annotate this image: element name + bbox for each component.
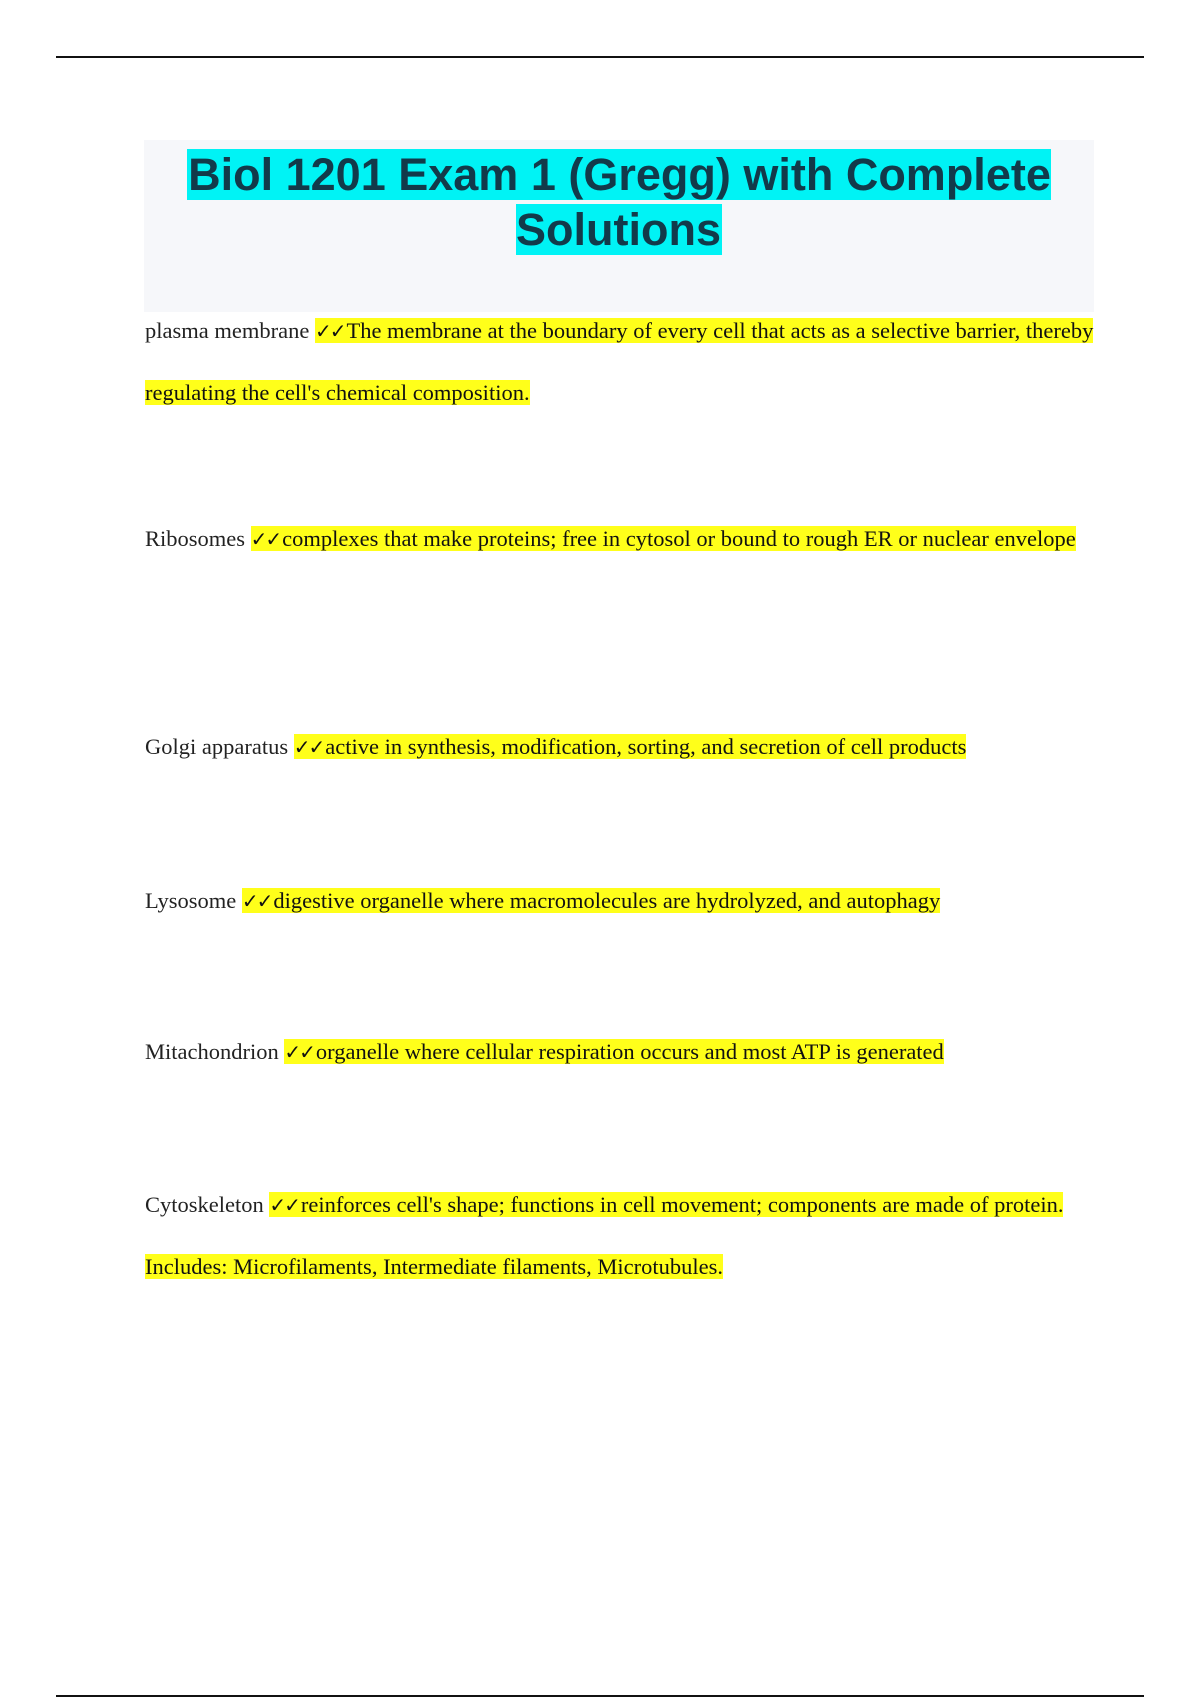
- entry-term: Cytoskeleton: [145, 1192, 264, 1217]
- footer-rule: [56, 1695, 1144, 1697]
- entry-definition-highlight: [251, 526, 1076, 551]
- entry-definition: active in synthesis, modification, sorting, and secretion of cell products: [325, 734, 967, 759]
- entry-definition: The membrane at the boundary of every cell that acts as a selective barrier, thereby regulating the cell's chemical composition.: [145, 318, 1094, 405]
- double-check-icon: ✓✓: [269, 1193, 299, 1217]
- document-title: [144, 140, 1094, 257]
- entry-definition: organelle where cellular respiration occurs and most ATP is generated: [315, 1039, 944, 1064]
- entry-lysosome: [145, 870, 1095, 932]
- entry-cytoskeleton: [145, 1174, 1095, 1297]
- double-check-icon: ✓✓: [314, 319, 345, 343]
- double-check-icon: ✓✓: [284, 1040, 314, 1064]
- entry-definition-highlight: [294, 734, 967, 759]
- entry-term: Golgi apparatus: [145, 734, 289, 759]
- document-title-text: Biol 1201 Exam 1 (Gregg) with Complete Solutions: [188, 149, 1051, 255]
- title-block: [144, 140, 1094, 312]
- entry-term: Ribosomes: [145, 526, 246, 551]
- entry-plasma-membrane: [145, 300, 1095, 423]
- entry-definition-highlight: [242, 888, 940, 913]
- entry-term: Lysosome: [145, 888, 237, 913]
- entry-definition-highlight: [284, 1039, 943, 1064]
- entry-golgi-apparatus: [145, 716, 1095, 778]
- entry-term: Mitachondrion: [145, 1039, 279, 1064]
- double-check-icon: ✓✓: [250, 527, 281, 551]
- entry-definition: reinforces cell's shape; functions in cell movement; components are made of protein. Includes: Microfilaments, Intermediate filaments, Microtubules.: [145, 1192, 1064, 1279]
- entry-ribosomes: [145, 508, 1095, 570]
- entry-definition: digestive organelle where macromolecules are hydrolyzed, and autophagy: [273, 888, 941, 913]
- double-check-icon: ✓✓: [293, 735, 324, 759]
- entry-term: plasma membrane: [145, 318, 310, 343]
- entry-definition-highlight: [145, 1192, 1063, 1279]
- entry-definition: complexes that make proteins; free in cytosol or bound to rough ER or nuclear envelope: [282, 526, 1076, 551]
- double-check-icon: ✓✓: [241, 889, 272, 913]
- header-rule: [56, 56, 1144, 58]
- entry-mitachondrion: [145, 1021, 1095, 1083]
